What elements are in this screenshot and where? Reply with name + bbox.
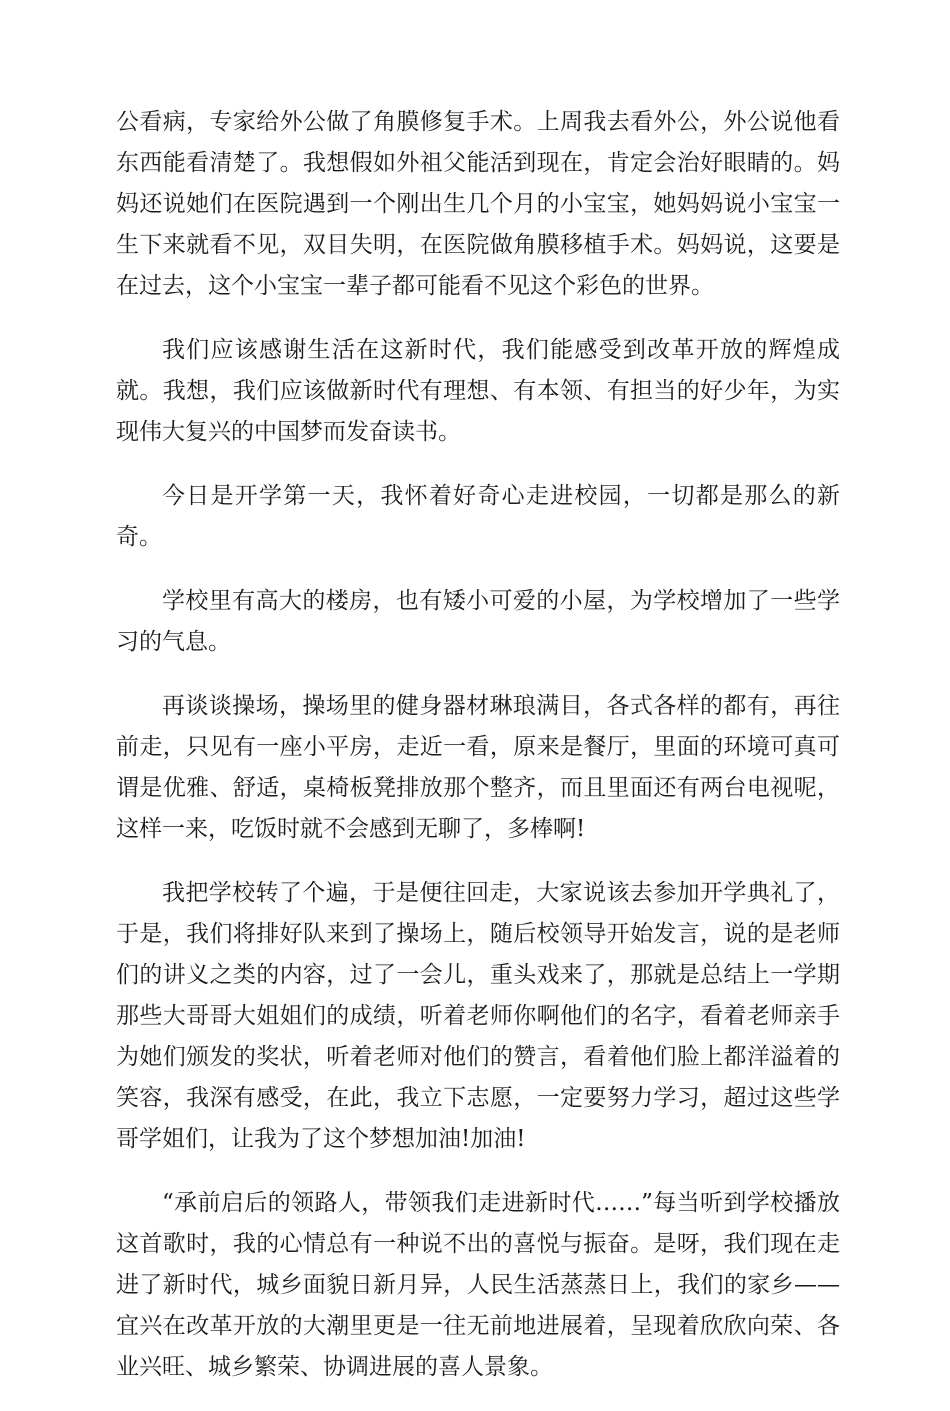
paragraph-5: 再谈谈操场，操场里的健身器材琳琅满目，各式各样的都有，再往前走，只见有一座小平房，走近一看，原来是餐厅，里面的环境可真可谓是优雅、舒适，桌椅板凳排放那个整齐，而且里面还有两台电视呢，这样一来，吃饭时就不会感到无聊了，多棒啊! — [116, 693, 840, 842]
paragraph-2: 我们应该感谢生活在这新时代，我们能感受到改革开放的辉煌成就。我想，我们应该做新时代有理想、有本领、有担当的好少年，为实现伟大复兴的中国梦而发奋读书。 — [116, 337, 840, 445]
paragraph-3: 今日是开学第一天，我怀着好奇心走进校园，一切都是那么的新奇。 — [116, 483, 840, 550]
paragraph-6: 我把学校转了个遍，于是便往回走，大家说该去参加开学典礼了，于是，我们将排好队来到了操场上，随后校领导开始发言，说的是老师们的讲义之类的内容，过了一会儿，重头戏来了，那就是总结上一学期那些大哥哥大姐姐们的成绩，听着老师你啊他们的名字，看着老师亲手为她们颁发的奖状，听着老师对他们的赞言，看着他们脸上都洋溢着的笑容，我深有感受，在此，我立下志愿，一定要努力学习，超过这些学哥学姐们，让我为了这个梦想加油!加油! — [116, 880, 840, 1152]
document-body — [116, 102, 840, 1411]
paragraph-4: 学校里有高大的楼房，也有矮小可爱的小屋，为学校增加了一些学习的气息。 — [116, 588, 840, 655]
paragraph-1: 公看病，专家给外公做了角膜修复手术。上周我去看外公，外公说他看东西能看清楚了。我想假如外祖父能活到现在，肯定会治好眼睛的。妈妈还说她们在医院遇到一个刚出生几个月的小宝宝，她妈妈说小宝宝一生下来就看不见，双目失明，在医院做角膜移植手术。妈妈说，这要是在过去，这个小宝宝一辈子都可能看不见这个彩色的世界。 — [116, 109, 840, 299]
paragraph-7: “承前启后的领路人，带领我们走进新时代……”每当听到学校播放这首歌时，我的心情总有一种说不出的喜悦与振奋。是呀，我们现在走进了新时代，城乡面貌日新月异，人民生活蒸蒸日上，我们的家乡——宜兴在改革开放的大潮里更是一往无前地进展着，呈现着欣欣向荣、各业兴旺、城乡繁荣、协调进展的喜人景象。 — [116, 1190, 840, 1380]
